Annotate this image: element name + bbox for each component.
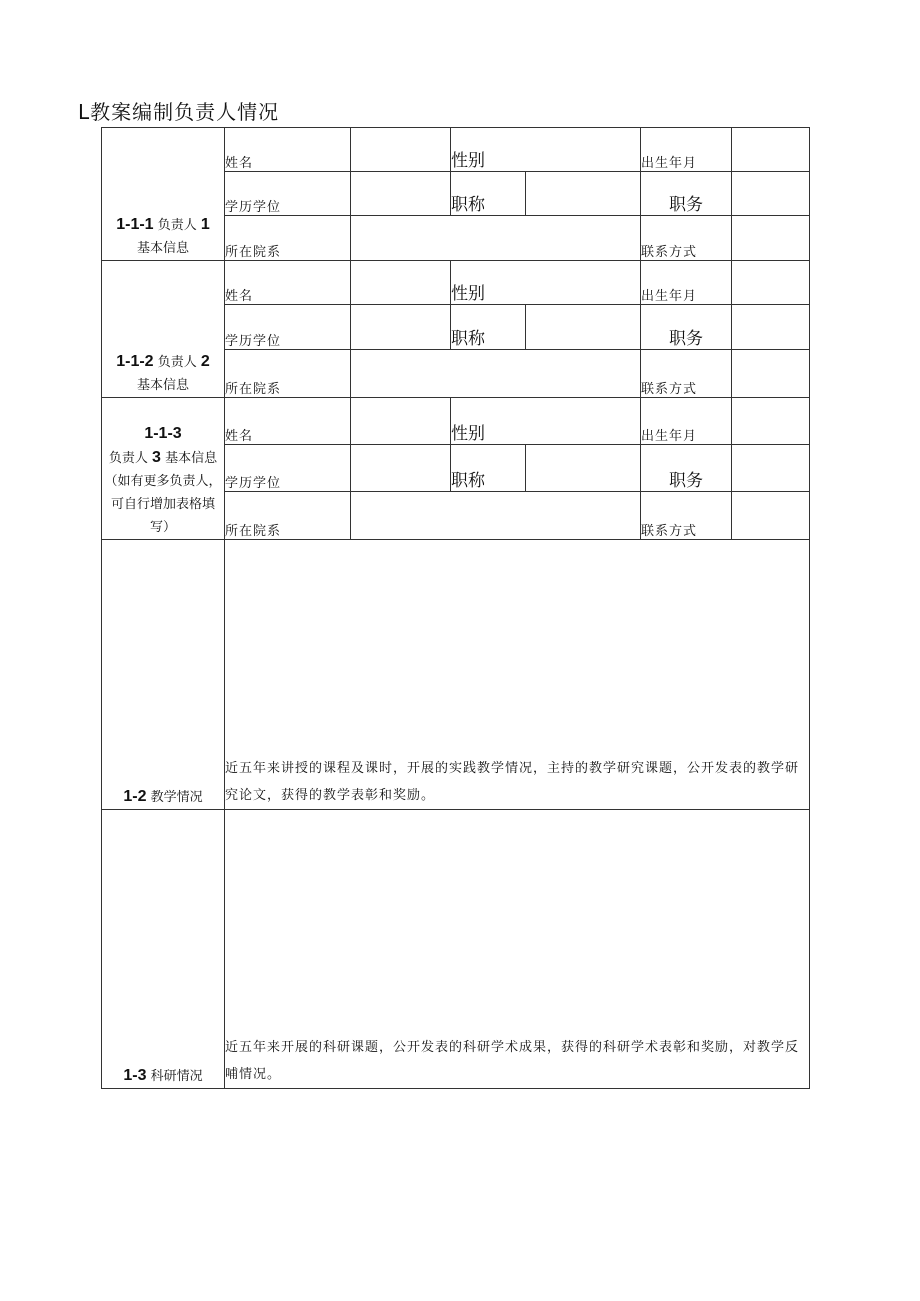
- teaching-prompt: 近五年来讲授的课程及课时，开展的实践教学情况，主持的教学研究课题，公开发表的教学研究论文，获得的教学表彰和奖励。: [225, 761, 800, 803]
- contact-field[interactable]: [732, 216, 810, 261]
- name-field[interactable]: [351, 128, 451, 172]
- birth-label: 出生年月: [641, 261, 732, 305]
- title-field[interactable]: [526, 172, 641, 216]
- gender-label: 性别: [451, 398, 641, 445]
- name-field[interactable]: [351, 398, 451, 445]
- position-label: 职务: [641, 172, 732, 216]
- leader-info-table: [101, 127, 810, 1089]
- contact-field[interactable]: [732, 350, 810, 398]
- title-label: 职称: [451, 172, 526, 216]
- department-field[interactable]: [351, 350, 641, 398]
- department-field[interactable]: [351, 492, 641, 540]
- position-field[interactable]: [732, 172, 810, 216]
- birth-field[interactable]: [732, 128, 810, 172]
- teaching-section-label: 1-2 教学情况: [102, 540, 225, 810]
- position-label: 职务: [641, 445, 732, 492]
- contact-label: 联系方式: [641, 350, 732, 398]
- person-2-section-label: 1-1-2 负责人 2 基本信息: [102, 261, 225, 398]
- position-field[interactable]: [732, 445, 810, 492]
- department-field[interactable]: [351, 216, 641, 261]
- birth-label: 出生年月: [641, 128, 732, 172]
- education-field[interactable]: [351, 172, 451, 216]
- education-label: 学历学位: [225, 172, 351, 216]
- contact-label: 联系方式: [641, 216, 732, 261]
- form-section-title: L教案编制负责人情况: [78, 100, 280, 124]
- title-label: 职称: [451, 305, 526, 350]
- title-field[interactable]: [526, 445, 641, 492]
- birth-label: 出生年月: [641, 398, 732, 445]
- department-label: 所在院系: [225, 350, 351, 398]
- position-label: 职务: [641, 305, 732, 350]
- title-field[interactable]: [526, 305, 641, 350]
- education-field[interactable]: [351, 305, 451, 350]
- gender-label: 性别: [451, 128, 641, 172]
- contact-field[interactable]: [732, 492, 810, 540]
- birth-field[interactable]: [732, 261, 810, 305]
- department-label: 所在院系: [225, 216, 351, 261]
- research-content-field[interactable]: [225, 810, 810, 1089]
- research-prompt: 近五年来开展的科研课题，公开发表的科研学术成果，获得的科研学术表彰和奖励，对教学反哺情况。: [225, 1040, 800, 1082]
- education-label: 学历学位: [225, 305, 351, 350]
- teaching-content-field[interactable]: [225, 540, 810, 810]
- department-label: 所在院系: [225, 492, 351, 540]
- title-label: 职称: [451, 445, 526, 492]
- person-1-section-label: 1-1-1 负责人 1 基本信息: [102, 128, 225, 261]
- name-label: 姓名: [225, 398, 351, 445]
- person-3-section-label: 1-1-3 负责人 3 基本信息（如有更多负责人，可自行增加表格填写）: [102, 398, 225, 540]
- birth-field[interactable]: [732, 398, 810, 445]
- research-section-label: 1-3 科研情况: [102, 810, 225, 1089]
- gender-label: 性别: [451, 261, 641, 305]
- position-field[interactable]: [732, 305, 810, 350]
- name-label: 姓名: [225, 128, 351, 172]
- education-label: 学历学位: [225, 445, 351, 492]
- name-field[interactable]: [351, 261, 451, 305]
- education-field[interactable]: [351, 445, 451, 492]
- contact-label: 联系方式: [641, 492, 732, 540]
- name-label: 姓名: [225, 261, 351, 305]
